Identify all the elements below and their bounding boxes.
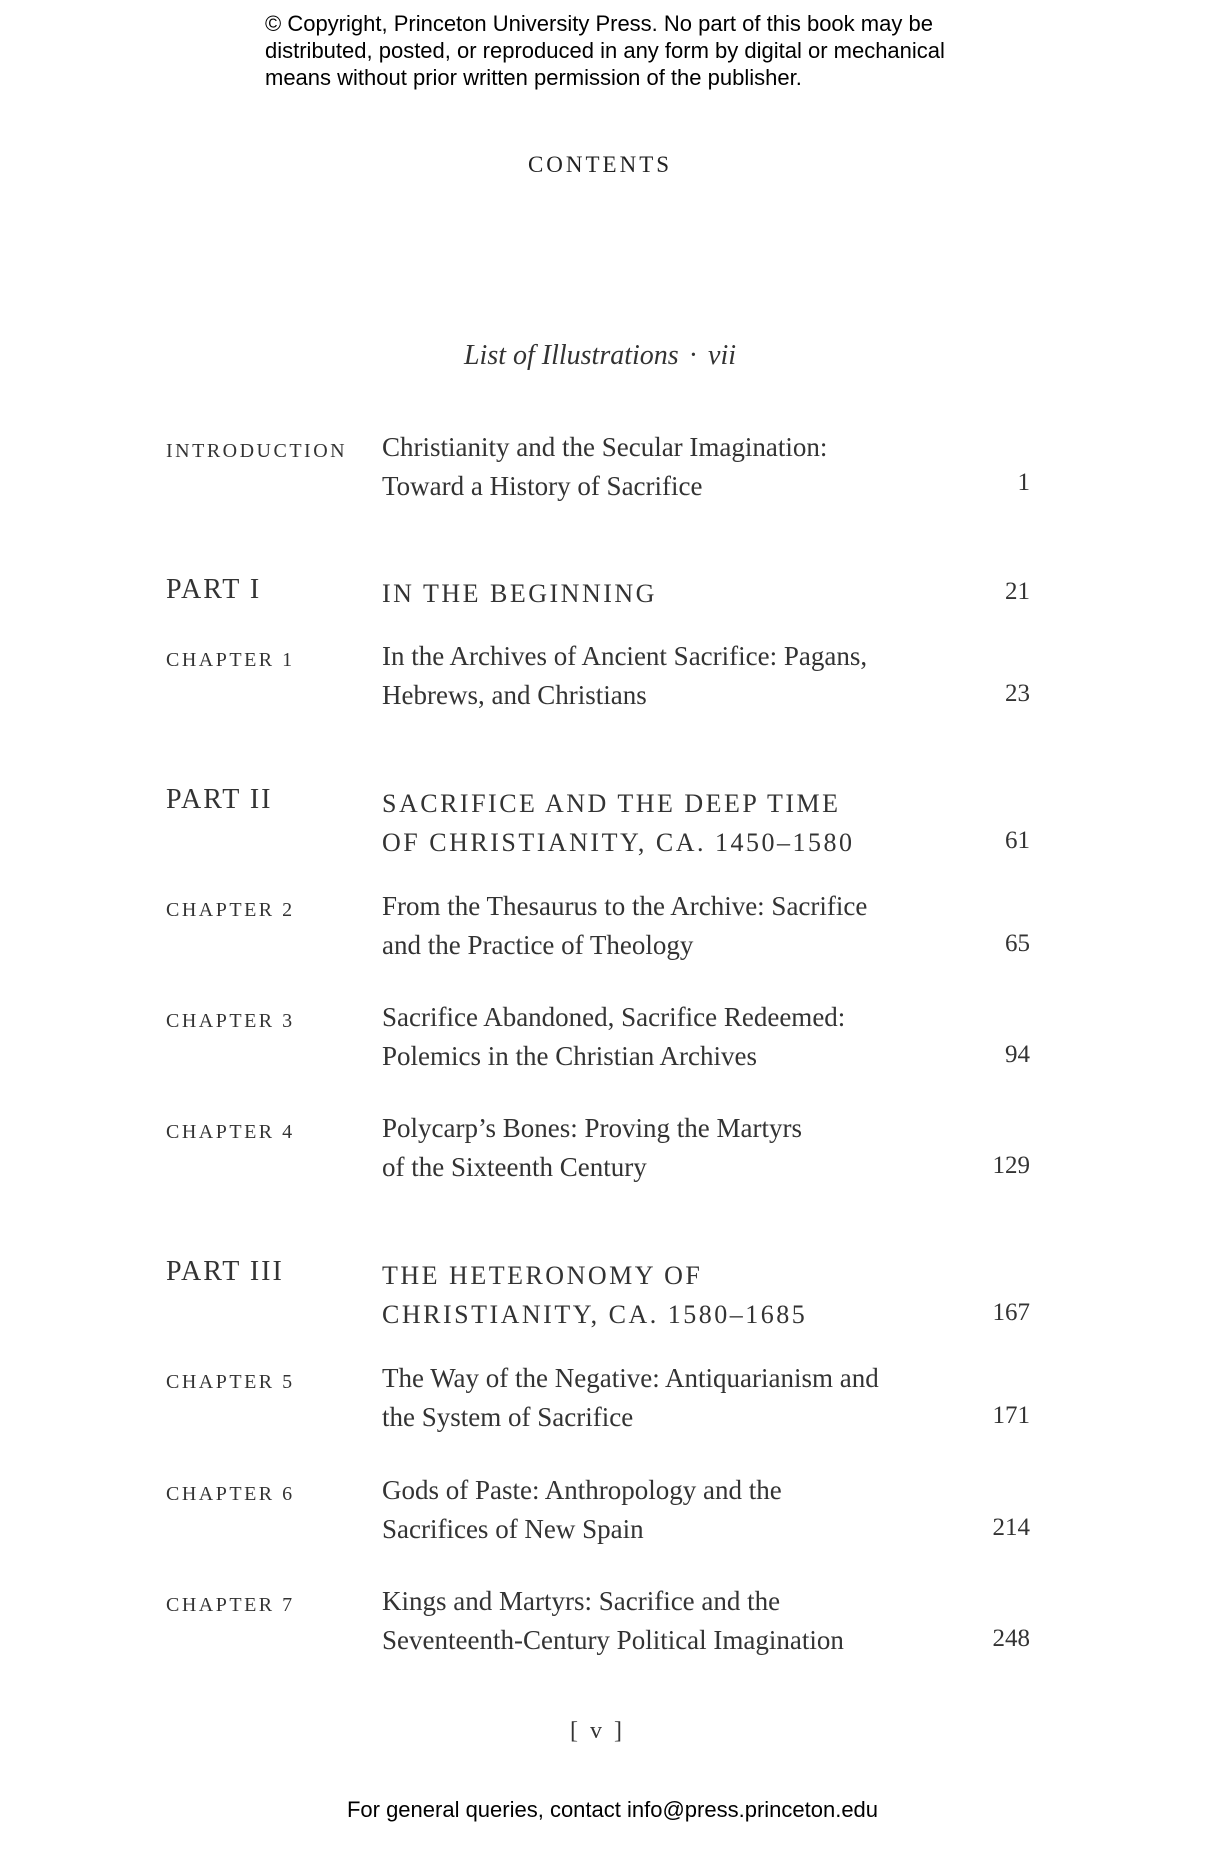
entry-label: CHAPTER 5 xyxy=(166,1371,295,1393)
footer-contact: For general queries, contact info@press.princeton.edu xyxy=(346,1797,879,1822)
entry-page-number: 94 xyxy=(1005,1041,1030,1068)
part-title xyxy=(382,1256,942,1334)
part-title xyxy=(382,784,942,862)
copyright-line: © Copyright, Princeton University Press. No part of this book may be xyxy=(265,11,933,36)
separator-dot: · xyxy=(688,340,699,371)
entry-title xyxy=(382,1109,942,1187)
list-of-illustrations-page: vii xyxy=(708,340,737,371)
page-folio: [ v ] xyxy=(570,1718,625,1744)
list-of-illustrations-label: List of Illustrations xyxy=(463,340,679,371)
entry-title-line: Toward a History of Sacrifice xyxy=(382,471,703,501)
page-title: CONTENTS xyxy=(527,152,673,177)
entry-page-number: 23 xyxy=(1005,680,1030,707)
entry-title-line: Sacrifice Abandoned, Sacrifice Redeemed: xyxy=(382,1002,846,1032)
entry-title-line: Sacrifices of New Spain xyxy=(382,1514,644,1544)
entry-page-number: 1 xyxy=(1017,469,1030,496)
copyright-line: distributed, posted, or reproduced in any form by digital or mechanical xyxy=(265,38,945,63)
entry-title xyxy=(382,1582,942,1660)
part-title xyxy=(382,574,942,613)
entry-label: INTRODUCTION xyxy=(166,440,348,462)
entry-title xyxy=(382,1471,942,1549)
entry-title-line: Christianity and the Secular Imagination: xyxy=(382,432,828,462)
part-label: PART III xyxy=(166,1256,284,1287)
entry-title-line: IN THE BEGINNING xyxy=(382,579,657,608)
entry-title-line: SACRIFICE AND THE DEEP TIME xyxy=(382,789,841,818)
entry-title-line: CHRISTIANITY, CA. 1580–1685 xyxy=(382,1300,808,1329)
part-label: PART I xyxy=(166,574,262,605)
entry-title xyxy=(382,428,942,506)
entry-page-number: 171 xyxy=(992,1402,1030,1429)
entry-title-line: Kings and Martyrs: Sacrifice and the xyxy=(382,1586,781,1616)
entry-title-line: THE HETERONOMY OF xyxy=(382,1261,703,1290)
list-of-illustrations-entry xyxy=(0,340,1200,372)
entry-label: CHAPTER 6 xyxy=(166,1483,295,1505)
entry-title-line: The Way of the Negative: Antiquarianism and xyxy=(382,1363,879,1393)
entry-title xyxy=(382,637,942,715)
entry-title-line: and the Practice of Theology xyxy=(382,930,694,960)
copyright-line: means without prior written permission of the publisher. xyxy=(265,65,802,90)
entry-title-line: Seventeenth-Century Political Imagination xyxy=(382,1625,844,1655)
entry-title xyxy=(382,998,942,1076)
entry-title-line: Polemics in the Christian Archives xyxy=(382,1041,757,1071)
entry-title-line: Gods of Paste: Anthropology and the xyxy=(382,1475,782,1505)
entry-page-number: 21 xyxy=(1005,578,1030,605)
entry-title xyxy=(382,887,942,965)
entry-title-line: the System of Sacrifice xyxy=(382,1402,634,1432)
entry-title xyxy=(382,1359,942,1437)
entry-label: CHAPTER 2 xyxy=(166,899,295,921)
entry-page-number: 167 xyxy=(992,1299,1030,1326)
entry-title-line: of the Sixteenth Century xyxy=(382,1152,647,1182)
entry-page-number: 129 xyxy=(992,1152,1030,1179)
entry-title-line: Polycarp’s Bones: Proving the Martyrs xyxy=(382,1113,802,1143)
entry-page-number: 214 xyxy=(992,1514,1030,1541)
copyright-notice xyxy=(265,10,1025,91)
entry-label: CHAPTER 3 xyxy=(166,1010,295,1032)
entry-label: CHAPTER 7 xyxy=(166,1594,295,1616)
entry-title-line: OF CHRISTIANITY, CA. 1450–1580 xyxy=(382,828,855,857)
part-label: PART II xyxy=(166,784,273,815)
entry-page-number: 65 xyxy=(1005,930,1030,957)
entry-page-number: 61 xyxy=(1005,827,1030,854)
entry-label: CHAPTER 1 xyxy=(166,649,295,671)
entry-title-line: Hebrews, and Christians xyxy=(382,680,647,710)
entry-title-line: From the Thesaurus to the Archive: Sacrifice xyxy=(382,891,868,921)
entry-page-number: 248 xyxy=(992,1625,1030,1652)
entry-label: CHAPTER 4 xyxy=(166,1121,295,1143)
entry-title-line: In the Archives of Ancient Sacrifice: Pagans, xyxy=(382,641,868,671)
